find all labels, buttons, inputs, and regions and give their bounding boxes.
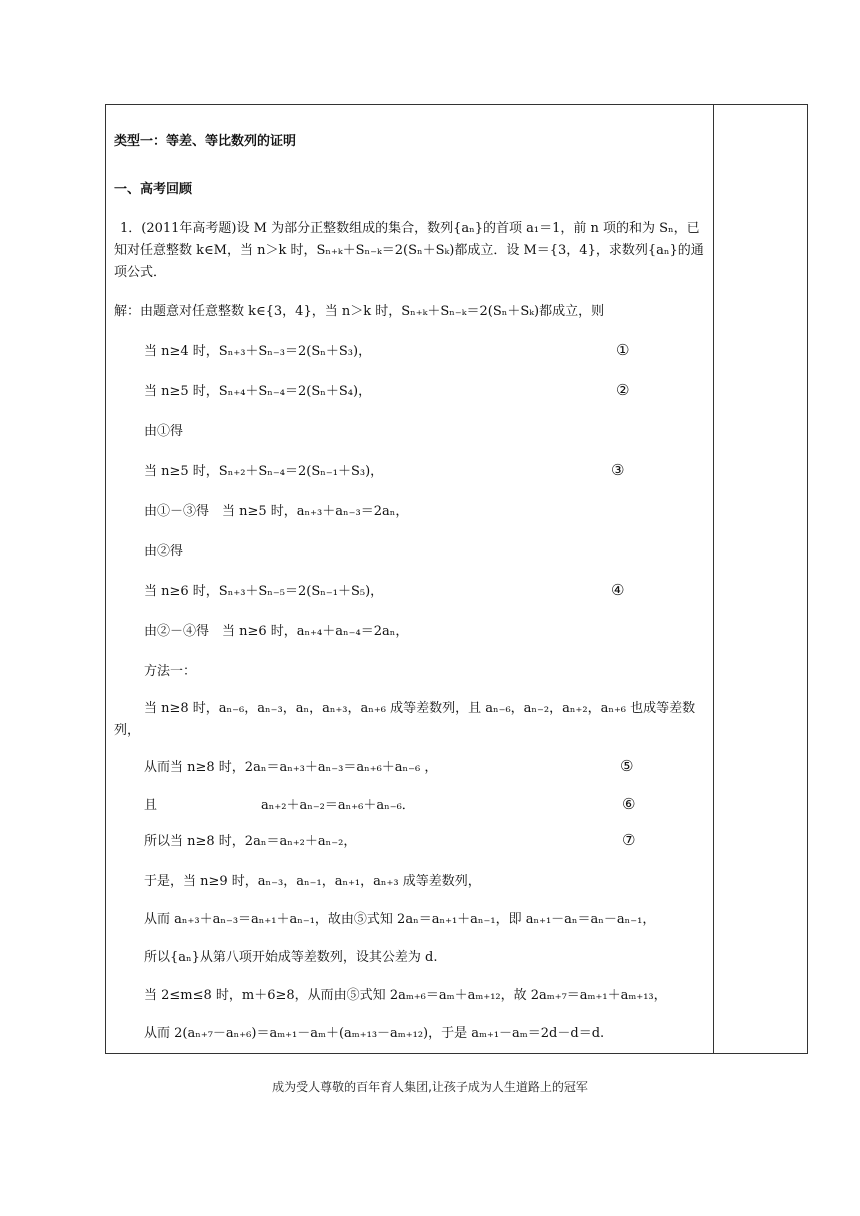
eq-mark-1: ①	[616, 341, 630, 359]
column-divider	[713, 104, 714, 1054]
eq-line-7: 当 n≥6 时，Sₙ₊₃＋Sₙ₋₅＝2(Sₙ₋₁＋S₅)，	[144, 584, 384, 599]
eq-line-2: 当 n≥5 时，Sₙ₊₄＋Sₙ₋₄＝2(Sₙ＋S₄)，	[144, 384, 372, 399]
eq-mark-7: ⑦	[622, 831, 636, 849]
long-statement: 当 n≥8 时，aₙ₋₆，aₙ₋₃，aₙ，aₙ₊₃，aₙ₊₆ 成等差数列，且 aₙ₋₆，aₙ₋₂，aₙ₊₂，aₙ₊₆ 也成等差数列，	[114, 701, 696, 738]
eq-line-6: 由②得	[144, 544, 184, 559]
eq-mark-4: ④	[611, 581, 625, 599]
solution-intro: 解：由题意对任意整数 k∈{3，4}，当 n＞k 时，Sₙ₊ₖ＋Sₙ₋ₖ＝2(Sₙ＋Sₖ)都成立，则	[114, 304, 605, 319]
eq-line-12: 所以当 n≥8 时，2aₙ＝aₙ₊₂＋aₙ₋₂，	[144, 834, 357, 849]
eq-line-4: 当 n≥5 时，Sₙ₊₂＋Sₙ₋₄＝2(Sₙ₋₁＋S₃)，	[144, 464, 384, 479]
eq-line-17: 从而 2(aₙ₊₇－aₙ₊₆)＝aₘ₊₁－aₘ＋(aₘ₊₁₃－aₘ₊₁₂)，于是 aₘ₊₁－aₘ＝2d－d＝d.	[144, 1026, 605, 1041]
eq-line-10: 从而当 n≥8 时，2aₙ＝aₙ₊₃＋aₙ₋₃＝aₙ₊₆＋aₙ₋₆ ，	[144, 760, 438, 775]
eq-mark-6: ⑥	[622, 795, 636, 813]
section-title: 类型一：等差、等比数列的证明	[114, 134, 297, 149]
eq-line-16: 当 2≤m≤8 时，m＋6≥8，从而由⑤式知 2aₘ₊₆＝aₘ＋aₘ₊₁₂，故 2aₘ₊₇＝aₘ₊₁＋aₘ₊₁₃，	[144, 988, 667, 1003]
eq-mark-2: ②	[616, 381, 630, 399]
eq-line-3: 由①得	[144, 424, 184, 439]
eq-line-9: 方法一：	[144, 664, 197, 679]
eq-line-11: 且 aₙ₊₂＋aₙ₋₂＝aₙ₊₆＋aₙ₋₆．	[144, 798, 415, 813]
eq-line-1: 当 n≥4 时，Sₙ₊₃＋Sₙ₋₃＝2(Sₙ＋S₃)，	[144, 344, 372, 359]
eq-mark-5: ⑤	[620, 757, 634, 775]
eq-line-8: 由②－④得 当 n≥6 时，aₙ₊₄＋aₙ₋₄＝2aₙ，	[144, 624, 409, 639]
eq-line-5: 由①－③得 当 n≥5 时，aₙ₊₃＋aₙ₋₃＝2aₙ，	[144, 504, 409, 519]
eq-line-14: 从而 aₙ₊₃＋aₙ₋₃＝aₙ₊₁＋aₙ₋₁，故由⑤式知 2aₙ＝aₙ₊₁＋aₙ₋₁，即 aₙ₊₁－aₙ＝aₙ－aₙ₋₁，	[144, 912, 656, 927]
eq-mark-3: ③	[611, 461, 625, 479]
eq-line-15: 所以{aₙ}从第八项开始成等差数列，设其公差为 d.	[144, 950, 438, 965]
subsection-title: 一、高考回顾	[114, 182, 193, 197]
problem-statement: 1．(2011年高考题)设 M 为部分正整数组成的集合，数列{aₙ}的首项 a₁＝1，前 n 项的和为 Sₙ，已知对任意整数 k∈M，当 n＞k 时，Sₙ₊ₖ＋Sₙ₋ₖ＝2(Sₙ＋Sₖ)都成立．设 M＝{3，4}，求数列{aₙ}的通项公式．	[114, 221, 704, 280]
page-footer: 成为受人尊敬的百年育人集团,让孩子成为人生道路上的冠军	[272, 1080, 588, 1094]
eq-line-13: 于是，当 n≥9 时，aₙ₋₃，aₙ₋₁，aₙ₊₁，aₙ₊₃ 成等差数列，	[144, 874, 481, 889]
